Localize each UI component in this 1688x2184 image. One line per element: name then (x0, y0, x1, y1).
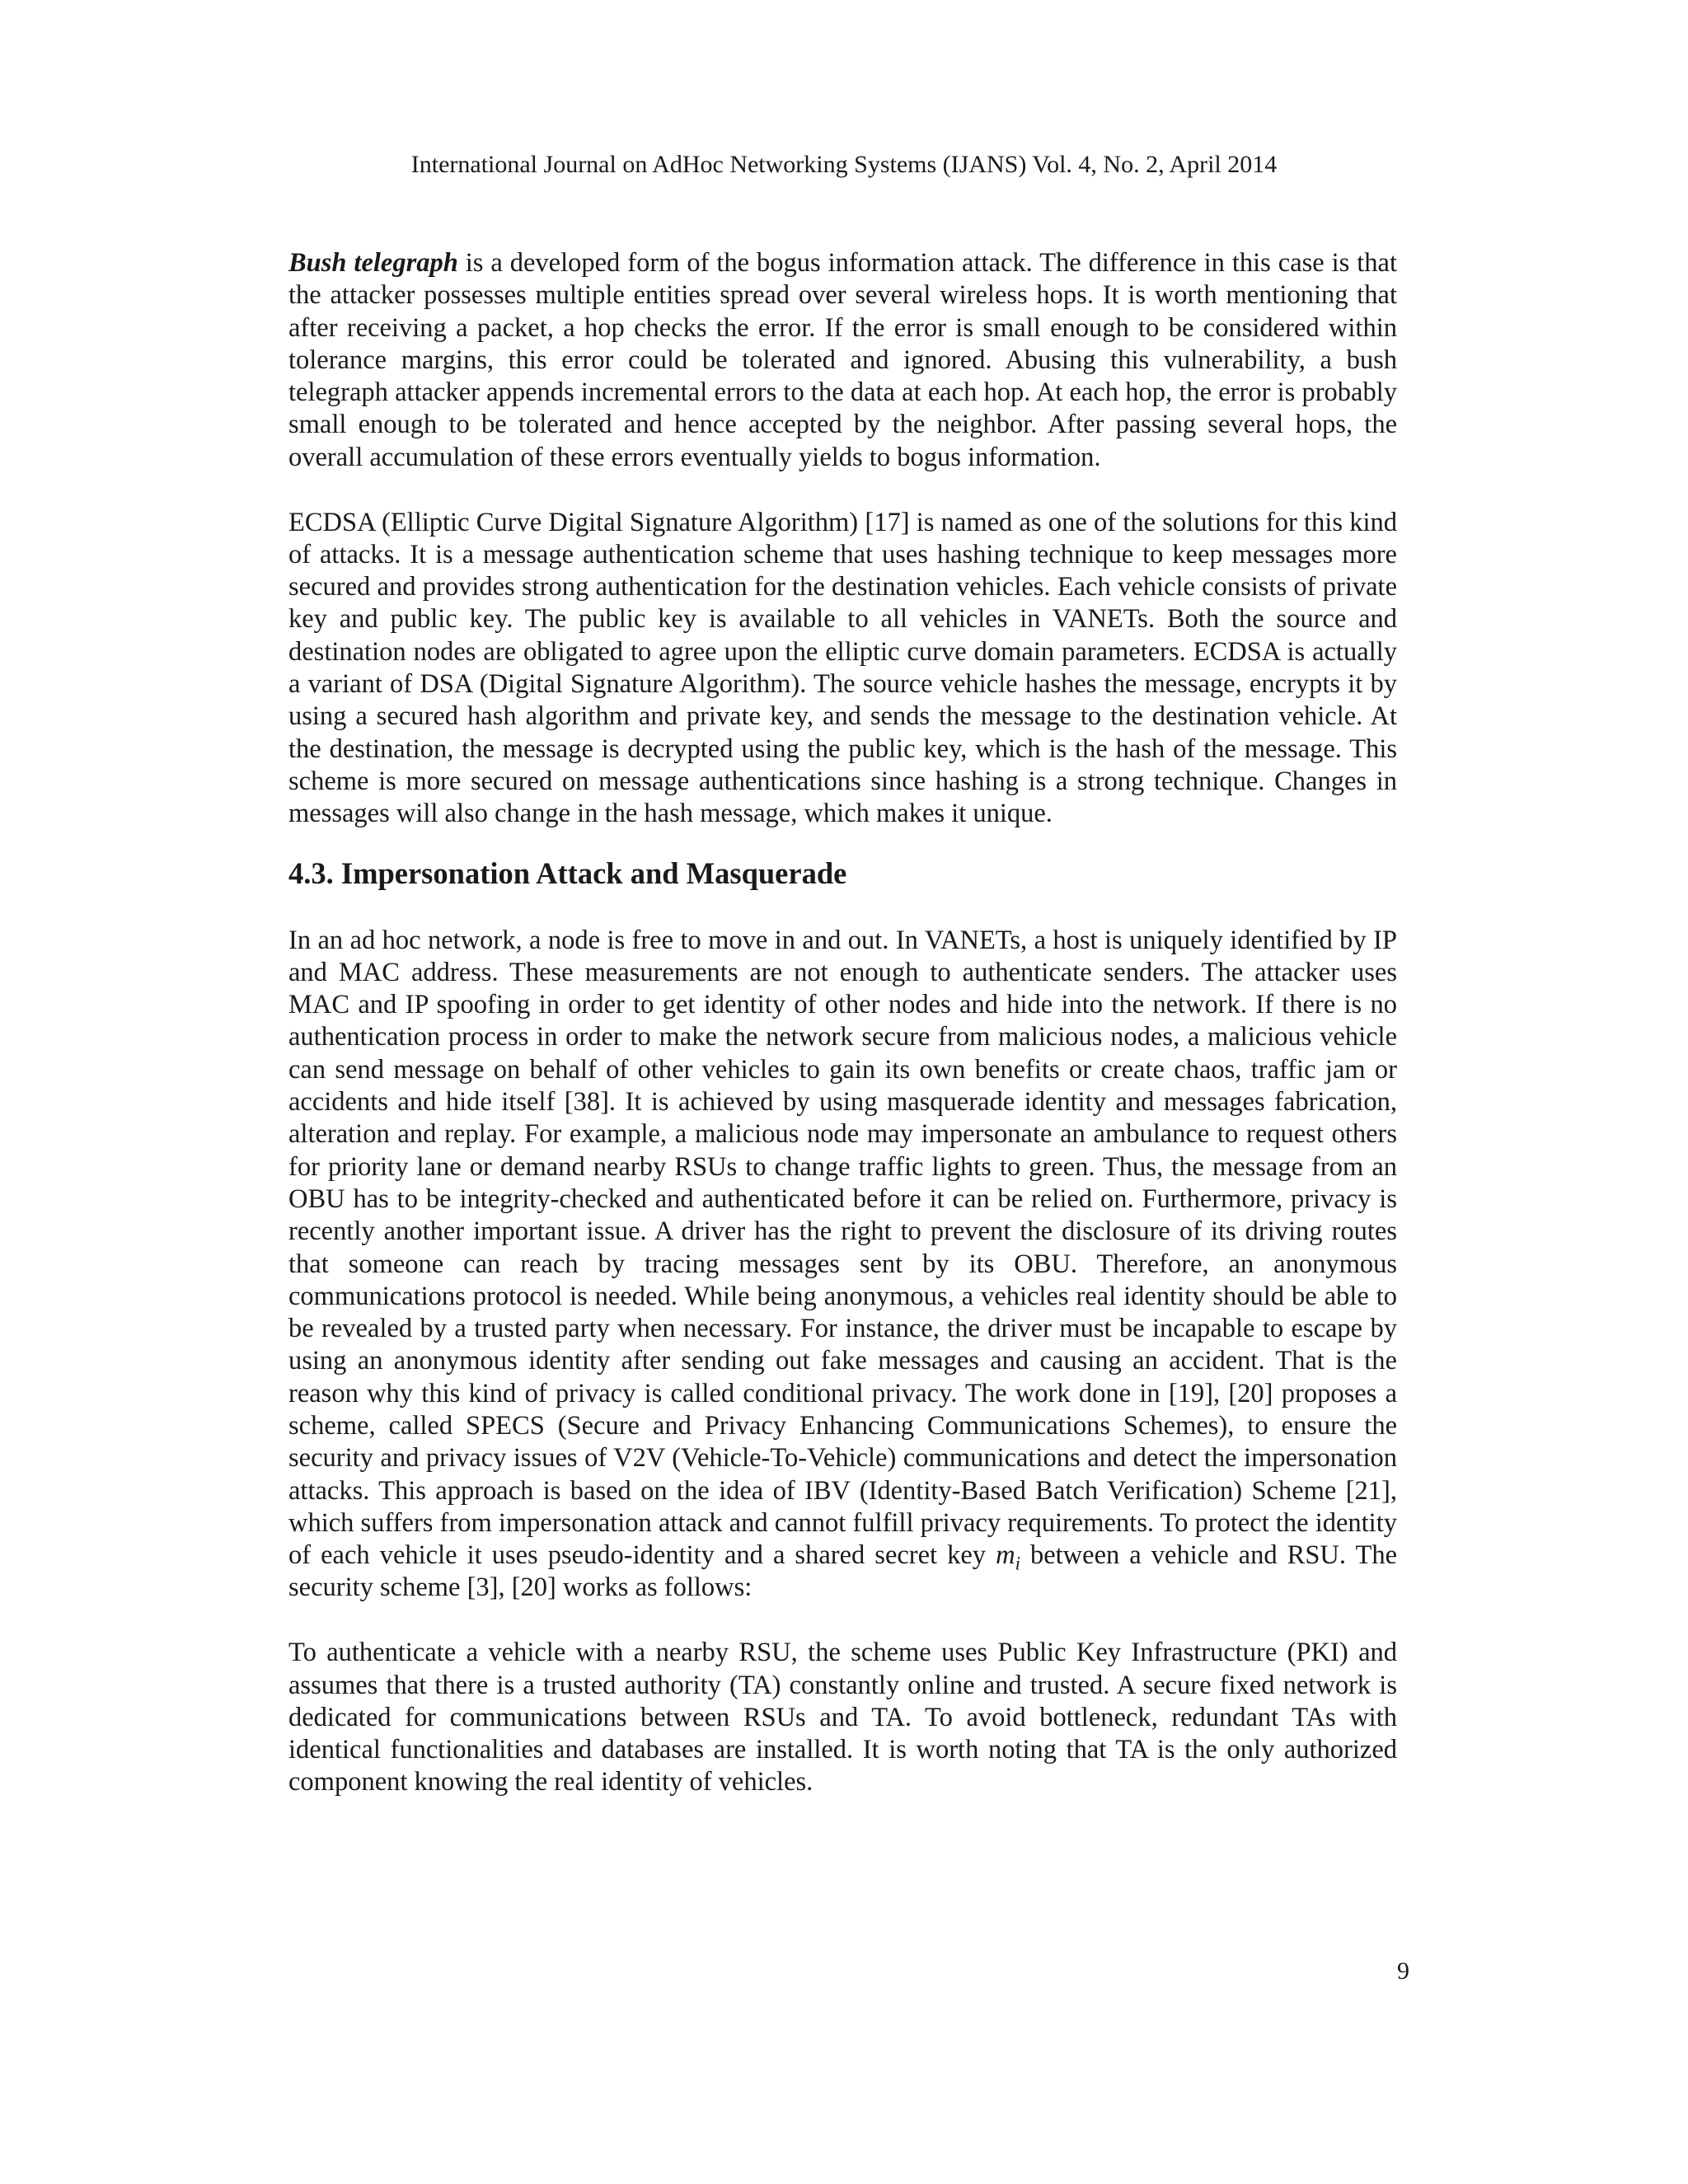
term-bush-telegraph: Bush telegraph (288, 248, 458, 278)
paragraph-pki: To authenticate a vehicle with a nearby RSU, the scheme uses Public Key Infrastructure (PKI) and assumes that there is a trusted authority (TA) constantly online and trusted. A secure fixed network is dedicated for communications between RSUs and TA. To avoid bottleneck, redundant TAs with identical functionalities and databases are installed. It is worth noting that TA is the only authorized component knowing the real identity of vehicles. (288, 1638, 1397, 1797)
heading-spacer (288, 831, 1397, 855)
math-symbol-subscript: i (1015, 1553, 1020, 1574)
body-column (288, 247, 1397, 1799)
paragraph-spacer (288, 1605, 1397, 1638)
paragraph-impersonation-text: In an ad hoc network, a node is free to move in and out. In VANETs, a host is uniquely identified by IP and MAC address. These measurements are not enough to authenticate senders. The attacker uses MAC and IP spoofing in order to get identity of other nodes and hide into the network. If there is no authentication process in order to make the network secure from malicious nodes, a malicious vehicle can send message on behalf of other vehicles to gain its own benefits or create chaos, traffic jam or accidents and hide itself [38]. It is achieved by using masquerade identity and messages fabrication, alteration and replay. For example, a malicious node may impersonate an ambulance to request others for priority lane or demand nearby RSUs to change traffic lights to green. Thus, the message from an OBU has to be integrity-checked and authenticated before it can be relied on. Furthermore, privacy is recently another important issue. A driver has the right to prevent the disclosure of its driving routes that someone can reach by tracing messages sent by its OBU. Therefore, an anonymous communications protocol is needed. While being anonymous, a vehicles real identity should be able to be revealed by a trusted party when necessary. For instance, the driver must be incapable to escape by using an anonymous identity after sending out fake messages and causing an accident. That is the reason why this kind of privacy is called conditional privacy. The work done in [19], [20] proposes a scheme, called SPECS (Secure and Privacy Enhancing Communications Schemes), to ensure the security and privacy issues of V2V (Vehicle-To-Vehicle) communications and detect the impersonation attacks. This approach is based on the idea of IBV (Identity-Based Batch Verification) Scheme [21], which suffers from impersonation attack and cannot fulfill privacy requirements. To protect the identity of each vehicle it uses pseudo-identity and a shared secret key (288, 925, 1397, 1571)
math-symbol-mi (996, 1540, 1020, 1574)
math-symbol-base: m (996, 1540, 1015, 1571)
paragraph-ecdsa: ECDSA (Elliptic Curve Digital Signature Algorithm) [17] is named as one of the solutions for this kind of attacks. It is a message authentication scheme that uses hashing technique to keep messages more secured and provides strong authentication for the destination vehicles. Each vehicle consists of private key and public key. The public key is available to all vehicles in VANETs. Both the source and destination nodes are obligated to agree upon the elliptic curve domain parameters. ECDSA is actually a variant of DSA (Digital Signature Algorithm). The source vehicle hashes the message, encrypts it by using a secured hash algorithm and private key, and sends the message to the destination vehicle. At the destination, the message is decrypted using the public key, which is the hash of the message. This scheme is more secured on message authentications since hashing is a strong technique. Changes in messages will also change in the hash message, which makes it unique. (288, 507, 1397, 829)
paragraph-spacer (288, 474, 1397, 507)
page-number: 9 (1397, 1957, 1409, 1985)
paragraph-impersonation (288, 925, 1397, 1605)
paragraph-bush-telegraph-text: is a developed form of the bogus information attack. The difference in this case is that the attacker possesses multiple entities spread over several wireless hops. It is worth mentioning that after receiving a packet, a hop checks the error. If the error is small enough to be considered within tolerance margins, this error could be tolerated and ignored. Abusing this vulnerability, a bush telegraph attacker appends incremental errors to the data at each hop. At each hop, the error is probably small enough to be tolerated and hence accepted by the neighbor. After passing several hops, the overall accumulation of these errors eventually yields to bogus information. (288, 248, 1398, 472)
paragraph-bush-telegraph (288, 247, 1397, 474)
paragraph-impersonation-text-end: between a vehicle and RSU. The security scheme [3], [20] works as follows: (288, 1540, 1397, 1603)
heading-spacer (288, 892, 1397, 925)
section-heading: 4.3. Impersonation Attack and Masquerade (288, 855, 847, 890)
running-header: International Journal on AdHoc Networking Systems (IJANS) Vol. 4, No. 2, April 2014 (410, 151, 1278, 178)
